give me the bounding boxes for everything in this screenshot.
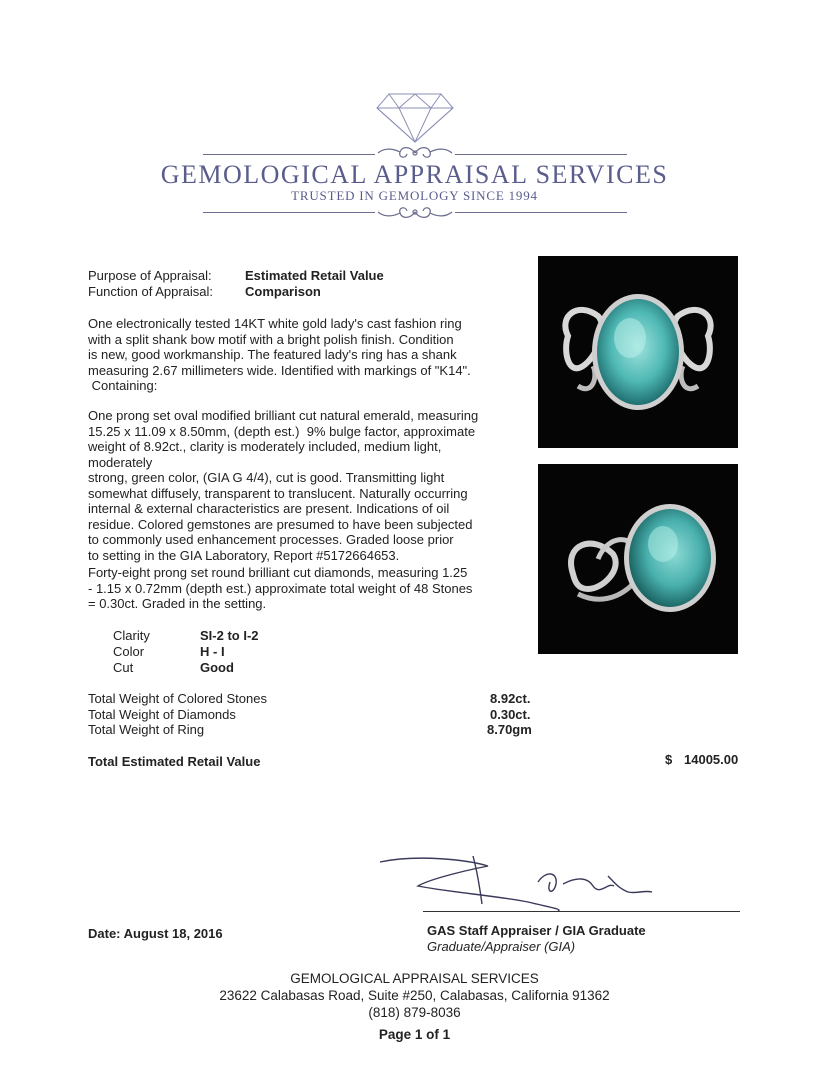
purpose-value: Estimated Retail Value xyxy=(245,268,384,283)
text-line: One prong set oval modified brilliant cut natural emerald, measuring xyxy=(88,408,479,423)
footer-company: GEMOLOGICAL APPRAISAL SERVICES xyxy=(290,971,539,986)
total-label: Total Weight of Diamonds xyxy=(88,707,236,722)
ring-side-image xyxy=(538,464,738,654)
company-tagline: TRUSTED IN GEMOLOGY SINCE 1994 xyxy=(291,188,538,203)
appraiser-title: GAS Staff Appraiser / GIA Graduate xyxy=(427,923,646,938)
appraisal-date: Date: August 18, 2016 xyxy=(88,926,223,941)
footer-address: 23622 Calabasas Road, Suite #250, Calabasas, California 91362 xyxy=(219,988,610,1003)
text-line: internal & external characteristics are present. Indications of oil xyxy=(88,501,450,516)
text-line: to setting in the GIA Laboratory, Report #5172664653. xyxy=(88,547,400,563)
scroll-ornament-bottom-icon xyxy=(374,203,456,221)
footer-phone: (818) 879-8036 xyxy=(368,1005,461,1020)
text-line: strong, green color, (GIA G 4/4), cut is good. Transmitting light xyxy=(88,470,445,485)
retail-value-label: Total Estimated Retail Value xyxy=(88,754,261,769)
function-label: Function of Appraisal: xyxy=(88,284,214,299)
total-label: Total Weight of Colored Stones xyxy=(88,691,267,706)
text-line: is new, good workmanship. The featured lady's ring has a shank xyxy=(88,347,457,362)
grade-value: SI-2 to I-2 xyxy=(200,628,259,643)
text-line: measuring 2.67 millimeters wide. Identified with markings of "K14". xyxy=(88,362,471,378)
text-line: One electronically tested 14KT white gold lady's cast fashion ring xyxy=(88,316,462,331)
ring-description xyxy=(88,316,508,394)
total-value: 8.92ct. xyxy=(490,691,531,706)
diamonds-description xyxy=(88,565,508,612)
grade-label: Cut xyxy=(113,660,134,675)
signature-icon xyxy=(378,852,668,914)
header-bottom-rule xyxy=(203,212,375,213)
function-value: Comparison xyxy=(245,284,321,299)
text-line: 15.25 x 11.09 x 8.50mm, (depth est.) 9% bulge factor, approximate xyxy=(88,423,476,439)
text-line: - 1.15 x 0.72mm (depth est.) approximate total weight of 48 Stones xyxy=(88,580,473,596)
emerald-description xyxy=(88,408,508,563)
grade-label: Color xyxy=(113,644,145,659)
text-line: weight of 8.92ct., clarity is moderately included, medium light, moderately xyxy=(88,439,442,470)
text-line: residue. Colored gemstones are presumed to have been subjected xyxy=(88,516,473,532)
page-number: Page 1 of 1 xyxy=(378,1027,451,1042)
text-line: Containing: xyxy=(88,378,158,393)
total-label: Total Weight of Ring xyxy=(88,722,205,737)
total-value: 8.70gm xyxy=(487,722,532,737)
header-top-rule-right xyxy=(455,154,627,155)
retail-currency: $ xyxy=(665,752,673,767)
text-line: to commonly used enhancement processes. Graded loose prior xyxy=(88,532,454,547)
grade-value: H - I xyxy=(200,644,225,659)
text-line: somewhat diffusely, transparent to translucent. Naturally occurring xyxy=(88,485,468,501)
appraiser-role: Graduate/Appraiser (GIA) xyxy=(427,939,576,954)
text-line: Forty-eight prong set round brilliant cut diamonds, measuring 1.25 xyxy=(88,565,468,580)
signature-line xyxy=(423,911,740,912)
company-title: GEMOLOGICAL APPRAISAL SERVICES xyxy=(160,160,669,189)
diamond-logo-icon xyxy=(375,92,455,144)
ring-top-image xyxy=(538,256,738,448)
header-bottom-rule-right xyxy=(455,212,627,213)
text-line: with a split shank bow motif with a bright polish finish. Condition xyxy=(88,331,454,347)
ring-photo-bottom xyxy=(538,464,738,654)
header-top-rule xyxy=(203,154,375,155)
text-line: = 0.30ct. Graded in the setting. xyxy=(88,596,267,611)
grade-label: Clarity xyxy=(113,628,150,643)
retail-amount: 14005.00 xyxy=(684,752,739,767)
ring-photo-top xyxy=(538,256,738,448)
purpose-label: Purpose of Appraisal: xyxy=(88,268,212,283)
total-value: 0.30ct. xyxy=(490,707,531,722)
grade-value: Good xyxy=(200,660,234,675)
